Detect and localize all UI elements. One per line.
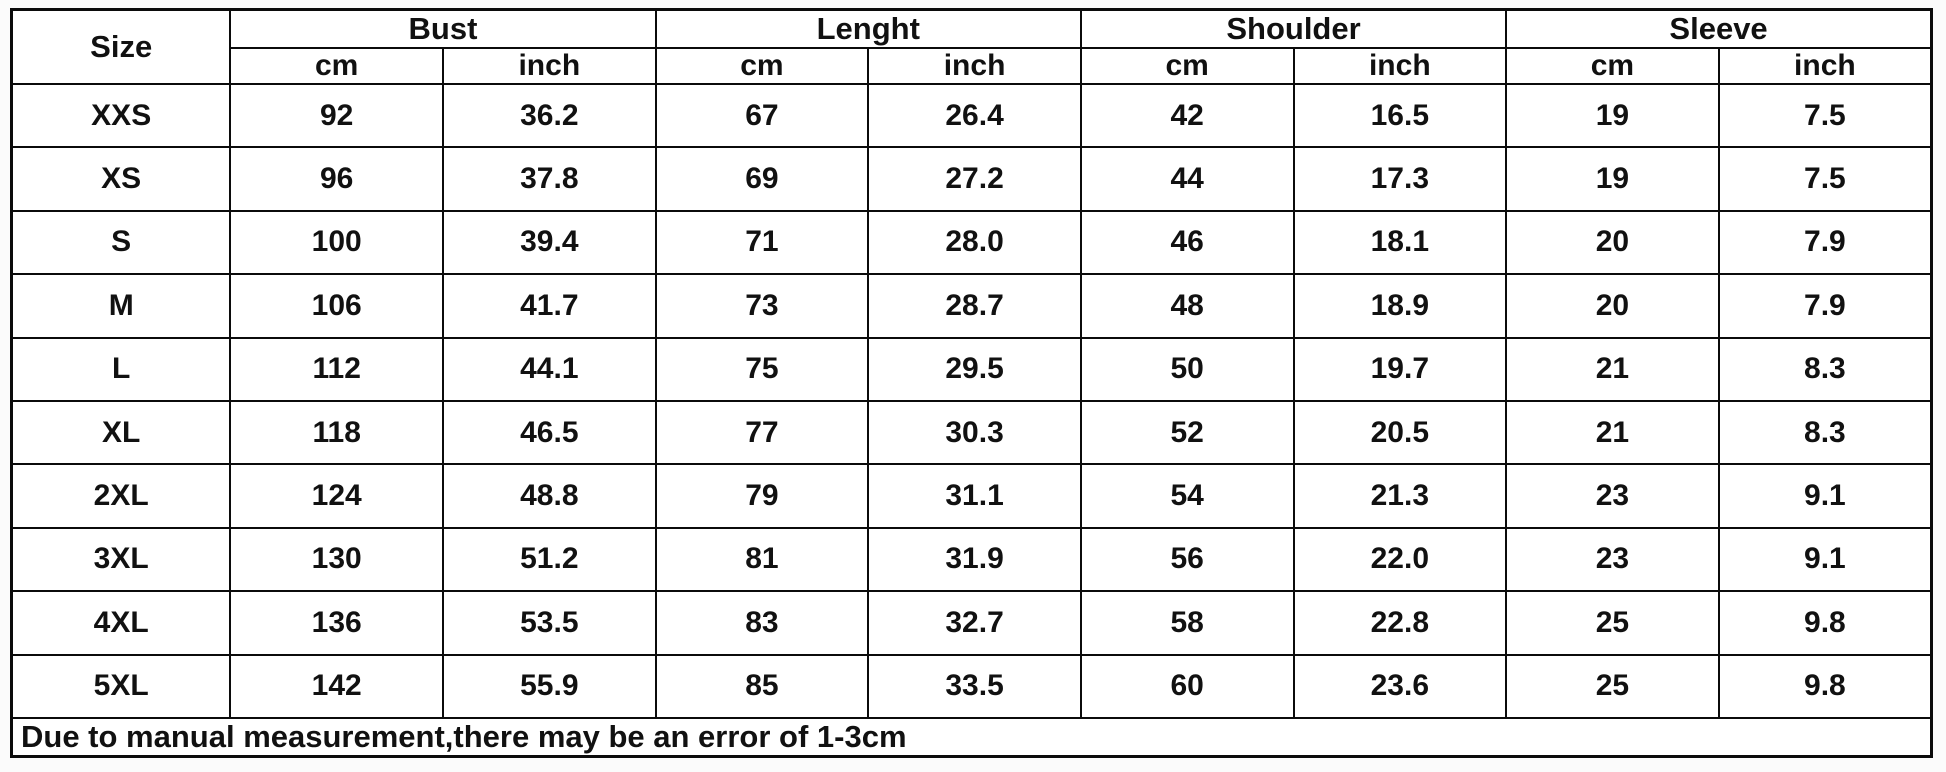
column-header-size: Size xyxy=(12,10,231,85)
size-cell: XL xyxy=(12,401,231,464)
value-cell: 77 xyxy=(656,401,869,464)
header-unit-row xyxy=(12,48,1932,84)
size-cell: 3XL xyxy=(12,528,231,591)
value-cell: 23 xyxy=(1506,464,1719,527)
size-cell: L xyxy=(12,338,231,401)
value-cell: 83 xyxy=(656,591,869,654)
value-cell: 67 xyxy=(656,84,869,147)
table-footer xyxy=(12,718,1932,757)
value-cell: 39.4 xyxy=(443,211,656,274)
value-cell: 42 xyxy=(1081,84,1294,147)
value-cell: 20 xyxy=(1506,211,1719,274)
value-cell: 16.5 xyxy=(1294,84,1507,147)
value-cell: 8.3 xyxy=(1719,338,1932,401)
value-cell: 7.5 xyxy=(1719,84,1932,147)
value-cell: 44.1 xyxy=(443,338,656,401)
unit-header-sleeve-inch: inch xyxy=(1719,48,1932,84)
value-cell: 18.9 xyxy=(1294,274,1507,337)
value-cell: 9.1 xyxy=(1719,464,1932,527)
unit-header-bust-cm: cm xyxy=(230,48,443,84)
value-cell: 56 xyxy=(1081,528,1294,591)
value-cell: 51.2 xyxy=(443,528,656,591)
table-row xyxy=(12,211,1932,274)
value-cell: 25 xyxy=(1506,655,1719,718)
value-cell: 50 xyxy=(1081,338,1294,401)
value-cell: 21 xyxy=(1506,338,1719,401)
unit-header-sleeve-cm: cm xyxy=(1506,48,1719,84)
value-cell: 21 xyxy=(1506,401,1719,464)
size-cell: XXS xyxy=(12,84,231,147)
value-cell: 96 xyxy=(230,147,443,210)
value-cell: 30.3 xyxy=(868,401,1081,464)
table-row xyxy=(12,655,1932,718)
value-cell: 46.5 xyxy=(443,401,656,464)
value-cell: 7.5 xyxy=(1719,147,1932,210)
value-cell: 8.3 xyxy=(1719,401,1932,464)
value-cell: 19 xyxy=(1506,84,1719,147)
value-cell: 37.8 xyxy=(443,147,656,210)
value-cell: 41.7 xyxy=(443,274,656,337)
value-cell: 124 xyxy=(230,464,443,527)
value-cell: 100 xyxy=(230,211,443,274)
value-cell: 60 xyxy=(1081,655,1294,718)
unit-header-lenght-cm: cm xyxy=(656,48,869,84)
value-cell: 136 xyxy=(230,591,443,654)
size-chart-container xyxy=(10,8,1933,758)
size-table-body xyxy=(12,84,1932,718)
value-cell: 31.9 xyxy=(868,528,1081,591)
value-cell: 9.8 xyxy=(1719,591,1932,654)
value-cell: 81 xyxy=(656,528,869,591)
value-cell: 85 xyxy=(656,655,869,718)
table-row xyxy=(12,338,1932,401)
column-header-shoulder: Shoulder xyxy=(1081,10,1506,49)
value-cell: 112 xyxy=(230,338,443,401)
value-cell: 23 xyxy=(1506,528,1719,591)
value-cell: 21.3 xyxy=(1294,464,1507,527)
value-cell: 92 xyxy=(230,84,443,147)
value-cell: 29.5 xyxy=(868,338,1081,401)
value-cell: 75 xyxy=(656,338,869,401)
value-cell: 55.9 xyxy=(443,655,656,718)
value-cell: 46 xyxy=(1081,211,1294,274)
value-cell: 58 xyxy=(1081,591,1294,654)
size-chart-table xyxy=(10,8,1933,758)
column-header-lenght: Lenght xyxy=(656,10,1081,49)
value-cell: 73 xyxy=(656,274,869,337)
table-header xyxy=(12,10,1932,85)
size-cell: XS xyxy=(12,147,231,210)
value-cell: 27.2 xyxy=(868,147,1081,210)
value-cell: 28.7 xyxy=(868,274,1081,337)
value-cell: 7.9 xyxy=(1719,211,1932,274)
value-cell: 19.7 xyxy=(1294,338,1507,401)
value-cell: 118 xyxy=(230,401,443,464)
header-group-row xyxy=(12,10,1932,49)
value-cell: 48 xyxy=(1081,274,1294,337)
table-row xyxy=(12,274,1932,337)
size-cell: 2XL xyxy=(12,464,231,527)
value-cell: 26.4 xyxy=(868,84,1081,147)
value-cell: 28.0 xyxy=(868,211,1081,274)
size-cell: 5XL xyxy=(12,655,231,718)
value-cell: 23.6 xyxy=(1294,655,1507,718)
value-cell: 52 xyxy=(1081,401,1294,464)
value-cell: 71 xyxy=(656,211,869,274)
column-header-sleeve: Sleeve xyxy=(1506,10,1931,49)
value-cell: 17.3 xyxy=(1294,147,1507,210)
value-cell: 19 xyxy=(1506,147,1719,210)
unit-header-shoulder-cm: cm xyxy=(1081,48,1294,84)
value-cell: 20 xyxy=(1506,274,1719,337)
value-cell: 20.5 xyxy=(1294,401,1507,464)
table-row xyxy=(12,84,1932,147)
value-cell: 44 xyxy=(1081,147,1294,210)
value-cell: 142 xyxy=(230,655,443,718)
value-cell: 22.0 xyxy=(1294,528,1507,591)
size-cell: M xyxy=(12,274,231,337)
table-row xyxy=(12,147,1932,210)
table-row xyxy=(12,401,1932,464)
value-cell: 9.8 xyxy=(1719,655,1932,718)
value-cell: 130 xyxy=(230,528,443,591)
value-cell: 18.1 xyxy=(1294,211,1507,274)
column-header-bust: Bust xyxy=(230,10,655,49)
unit-header-bust-inch: inch xyxy=(443,48,656,84)
note-row xyxy=(12,718,1932,757)
measurement-note: Due to manual measurement,there may be an error of 1-3cm xyxy=(12,718,1932,757)
size-cell: 4XL xyxy=(12,591,231,654)
value-cell: 22.8 xyxy=(1294,591,1507,654)
size-cell: S xyxy=(12,211,231,274)
value-cell: 54 xyxy=(1081,464,1294,527)
value-cell: 69 xyxy=(656,147,869,210)
value-cell: 53.5 xyxy=(443,591,656,654)
value-cell: 106 xyxy=(230,274,443,337)
value-cell: 25 xyxy=(1506,591,1719,654)
value-cell: 7.9 xyxy=(1719,274,1932,337)
value-cell: 79 xyxy=(656,464,869,527)
table-row xyxy=(12,591,1932,654)
table-row xyxy=(12,464,1932,527)
value-cell: 36.2 xyxy=(443,84,656,147)
value-cell: 9.1 xyxy=(1719,528,1932,591)
value-cell: 31.1 xyxy=(868,464,1081,527)
table-row xyxy=(12,528,1932,591)
unit-header-lenght-inch: inch xyxy=(868,48,1081,84)
value-cell: 33.5 xyxy=(868,655,1081,718)
value-cell: 32.7 xyxy=(868,591,1081,654)
unit-header-shoulder-inch: inch xyxy=(1294,48,1507,84)
value-cell: 48.8 xyxy=(443,464,656,527)
